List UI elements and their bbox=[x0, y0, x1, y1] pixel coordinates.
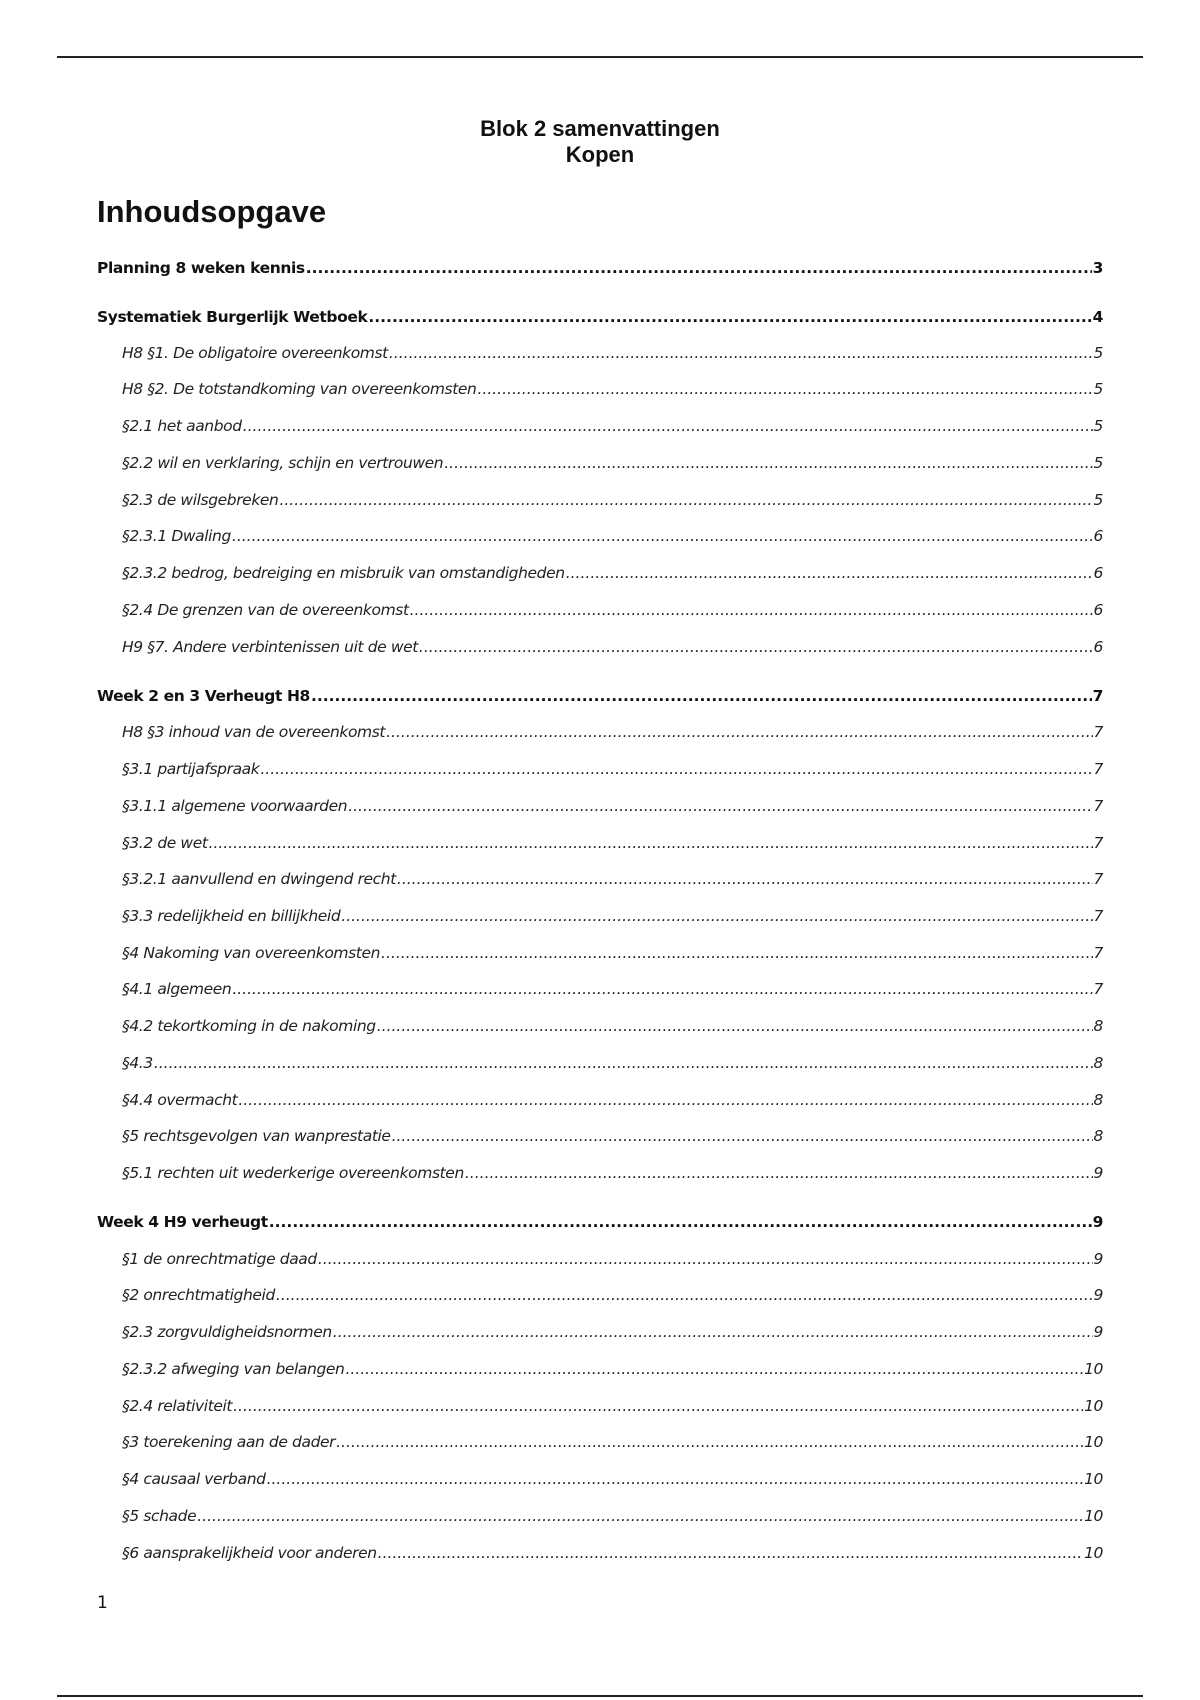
toc-entry-page: 6 bbox=[1093, 638, 1103, 656]
toc-entry[interactable] bbox=[122, 1088, 1103, 1112]
toc-entry-page: 10 bbox=[1084, 1544, 1103, 1562]
toc-dot-leader bbox=[197, 1504, 1083, 1528]
toc-entry-label: §3 toerekening aan de dader bbox=[122, 1433, 336, 1451]
toc-entry[interactable] bbox=[122, 1357, 1103, 1381]
toc-entry-label: §6 aansprakelijkheid voor anderen bbox=[122, 1544, 377, 1562]
toc-entry[interactable] bbox=[97, 684, 1103, 708]
toc-entry-page: 10 bbox=[1084, 1507, 1103, 1525]
toc-entry-label: §5 schade bbox=[122, 1507, 197, 1525]
toc-entry[interactable] bbox=[97, 1210, 1103, 1234]
toc-entry[interactable] bbox=[97, 305, 1103, 329]
toc-dot-leader bbox=[333, 1320, 1093, 1344]
toc-entry-label: Systematiek Burgerlijk Wetboek bbox=[97, 308, 368, 326]
header-rule bbox=[57, 56, 1143, 58]
toc-entry-page: 9 bbox=[1093, 1250, 1103, 1268]
toc-heading: Inhoudsopgave bbox=[97, 194, 327, 229]
toc-dot-leader bbox=[232, 524, 1093, 548]
toc-entry-page: 7 bbox=[1093, 870, 1103, 888]
toc-entry-label: §4.1 algemeen bbox=[122, 980, 232, 998]
toc-entry[interactable] bbox=[122, 561, 1103, 585]
toc-entry-label: §2.4 relativiteit bbox=[122, 1397, 233, 1415]
toc-dot-leader bbox=[392, 1124, 1093, 1148]
toc-entry-label: §2.3 de wilsgebreken bbox=[122, 491, 279, 509]
toc-entry[interactable] bbox=[122, 524, 1103, 548]
toc-entry-label: Week 4 H9 verheugt bbox=[97, 1213, 268, 1231]
toc-entry-label: §3.1.1 algemene voorwaarden bbox=[122, 797, 348, 815]
toc-entry-page: 7 bbox=[1092, 687, 1103, 705]
toc-entry[interactable] bbox=[122, 831, 1103, 855]
toc-dot-leader bbox=[238, 1088, 1092, 1112]
toc-dot-leader bbox=[232, 977, 1092, 1001]
toc-dot-leader bbox=[311, 684, 1092, 708]
toc-entry-label: H8 §3 inhoud van de overeenkomst bbox=[122, 723, 386, 741]
toc-entry-page: 6 bbox=[1093, 527, 1103, 545]
toc-entry[interactable] bbox=[122, 867, 1103, 891]
toc-entry[interactable] bbox=[122, 1161, 1103, 1185]
footer-rule bbox=[57, 1695, 1143, 1697]
toc-dot-leader bbox=[306, 256, 1092, 280]
toc-dot-leader bbox=[386, 720, 1092, 744]
toc-entry[interactable] bbox=[122, 451, 1103, 475]
toc-dot-leader bbox=[209, 831, 1093, 855]
toc-entry-page: 7 bbox=[1093, 834, 1103, 852]
toc-entry[interactable] bbox=[97, 256, 1103, 280]
toc-entry[interactable] bbox=[122, 1320, 1103, 1344]
toc-entry-label: §2.4 De grenzen van de overeenkomst bbox=[122, 601, 409, 619]
toc-entry-page: 7 bbox=[1093, 760, 1103, 778]
toc-entry[interactable] bbox=[122, 1014, 1103, 1038]
toc-dot-leader bbox=[341, 904, 1092, 928]
toc-entry-page: 8 bbox=[1093, 1091, 1103, 1109]
toc-entry[interactable] bbox=[122, 1247, 1103, 1271]
toc-entry-label: §4 Nakoming van overeenkomsten bbox=[122, 944, 381, 962]
toc-entry-label: §4.3 bbox=[122, 1054, 153, 1072]
toc-entry-page: 6 bbox=[1093, 601, 1103, 619]
toc-entry-page: 3 bbox=[1092, 259, 1103, 277]
toc-entry-label: Week 2 en 3 Verheugt H8 bbox=[97, 687, 310, 705]
toc-entry-label: §2.3.2 bedrog, bedreiging en misbruik van omstandigheden bbox=[122, 564, 565, 582]
toc-entry-label: H9 §7. Andere verbintenissen uit de wet bbox=[122, 638, 418, 656]
toc-entry-label: §4 causaal verband bbox=[122, 1470, 266, 1488]
toc-dot-leader bbox=[345, 1357, 1083, 1381]
toc-dot-leader bbox=[465, 1161, 1093, 1185]
toc-entry-page: 7 bbox=[1093, 907, 1103, 925]
toc-dot-leader bbox=[279, 488, 1092, 512]
toc-entry[interactable] bbox=[122, 941, 1103, 965]
toc-dot-leader bbox=[378, 1541, 1083, 1565]
toc-entry[interactable] bbox=[122, 720, 1103, 744]
toc-dot-leader bbox=[410, 598, 1093, 622]
toc-dot-leader bbox=[269, 1210, 1092, 1234]
toc-entry-page: 5 bbox=[1093, 417, 1103, 435]
toc-dot-leader bbox=[368, 305, 1091, 329]
toc-entry-page: 6 bbox=[1093, 564, 1103, 582]
toc-entry-page: 9 bbox=[1093, 1164, 1103, 1182]
toc-dot-leader bbox=[477, 377, 1092, 401]
toc-entry-label: §3.2.1 aanvullend en dwingend recht bbox=[122, 870, 396, 888]
toc-entry[interactable] bbox=[122, 1430, 1103, 1454]
toc-entry-page: 4 bbox=[1092, 308, 1103, 326]
toc-entry[interactable] bbox=[122, 1051, 1103, 1075]
toc-entry[interactable] bbox=[122, 757, 1103, 781]
toc-entry-label: §4.4 overmacht bbox=[122, 1091, 238, 1109]
toc-entry-label: §2.1 het aanbod bbox=[122, 417, 242, 435]
toc-entry-label: §2.3.2 afweging van belangen bbox=[122, 1360, 345, 1378]
toc-entry-page: 9 bbox=[1092, 1213, 1103, 1231]
page-number: 1 bbox=[97, 1593, 108, 1613]
toc-entry-label: §2.3.1 Dwaling bbox=[122, 527, 231, 545]
toc-dot-leader bbox=[566, 561, 1093, 585]
toc-entry-page: 7 bbox=[1093, 723, 1103, 741]
toc-entry[interactable] bbox=[122, 794, 1103, 818]
toc-entry-label: H8 §1. De obligatoire overeenkomst bbox=[122, 344, 388, 362]
toc-entry-page: 7 bbox=[1093, 944, 1103, 962]
toc-entry[interactable] bbox=[122, 1283, 1103, 1307]
toc-dot-leader bbox=[377, 1014, 1093, 1038]
toc-entry-page: 9 bbox=[1093, 1323, 1103, 1341]
toc-entry-label: §2 onrechtmatigheid bbox=[122, 1286, 275, 1304]
toc-dot-leader bbox=[233, 1394, 1083, 1418]
toc-entry-label: §3.1 partijafspraak bbox=[122, 760, 260, 778]
toc-dot-leader bbox=[276, 1283, 1093, 1307]
toc-entry-label: Planning 8 weken kennis bbox=[97, 259, 305, 277]
toc-dot-leader bbox=[318, 1247, 1093, 1271]
title-line-2: Kopen bbox=[565, 142, 635, 167]
toc-dot-leader bbox=[444, 451, 1092, 475]
toc-dot-leader bbox=[260, 757, 1092, 781]
toc-entry-page: 7 bbox=[1093, 980, 1103, 998]
toc-entry-page: 10 bbox=[1084, 1360, 1103, 1378]
toc-entry[interactable] bbox=[122, 904, 1103, 928]
toc-entry-label: H8 §2. De totstandkoming van overeenkomsten bbox=[122, 380, 477, 398]
toc-entry[interactable] bbox=[122, 414, 1103, 438]
toc-entry-page: 9 bbox=[1093, 1286, 1103, 1304]
toc-entry-page: 8 bbox=[1093, 1054, 1103, 1072]
toc-entry-page: 5 bbox=[1093, 491, 1103, 509]
toc-entry-label: §2.2 wil en verklaring, schijn en vertrouwen bbox=[122, 454, 444, 472]
toc-dot-leader bbox=[381, 941, 1092, 965]
toc-entry-page: 8 bbox=[1093, 1017, 1103, 1035]
toc-dot-leader bbox=[336, 1430, 1083, 1454]
toc-entry-page: 8 bbox=[1093, 1127, 1103, 1145]
toc-entry[interactable] bbox=[122, 635, 1103, 659]
toc-entry-label: §2.3 zorgvuldigheidsnormen bbox=[122, 1323, 332, 1341]
toc-dot-leader bbox=[389, 341, 1093, 365]
toc-entry-page: 10 bbox=[1084, 1433, 1103, 1451]
toc-entry-page: 5 bbox=[1093, 454, 1103, 472]
toc-entry-page: 5 bbox=[1093, 380, 1103, 398]
toc-entry[interactable] bbox=[122, 1124, 1103, 1148]
toc-entry[interactable] bbox=[122, 598, 1103, 622]
toc-dot-leader bbox=[267, 1467, 1083, 1491]
toc-entry-label: §5.1 rechten uit wederkerige overeenkomsten bbox=[122, 1164, 464, 1182]
toc-dot-leader bbox=[397, 867, 1093, 891]
toc-entry[interactable] bbox=[122, 977, 1103, 1001]
toc-dot-leader bbox=[419, 635, 1093, 659]
toc-entry-page: 5 bbox=[1093, 344, 1103, 362]
toc-entry[interactable] bbox=[122, 488, 1103, 512]
toc-entry-page: 10 bbox=[1084, 1470, 1103, 1488]
toc-entry-label: §4.2 tekortkoming in de nakoming bbox=[122, 1017, 376, 1035]
toc-entry[interactable] bbox=[122, 377, 1103, 401]
toc-entry-label: §1 de onrechtmatige daad bbox=[122, 1250, 317, 1268]
toc-entry[interactable] bbox=[122, 1394, 1103, 1418]
toc-dot-leader bbox=[154, 1051, 1093, 1075]
toc-dot-leader bbox=[348, 794, 1092, 818]
toc-entry[interactable] bbox=[122, 1541, 1103, 1565]
toc-entry-label: §5 rechtsgevolgen van wanprestatie bbox=[122, 1127, 391, 1145]
toc-entry-page: 7 bbox=[1093, 797, 1103, 815]
document-title bbox=[0, 116, 1200, 168]
toc-entry-page: 10 bbox=[1084, 1397, 1103, 1415]
title-line-1: Blok 2 samenvattingen bbox=[480, 116, 720, 141]
toc-entry-label: §3.2 de wet bbox=[122, 834, 208, 852]
toc-entry-label: §3.3 redelijkheid en billijkheid bbox=[122, 907, 341, 925]
toc-entry[interactable] bbox=[122, 1467, 1103, 1491]
toc-dot-leader bbox=[243, 414, 1093, 438]
toc-entry[interactable] bbox=[122, 341, 1103, 365]
toc-entry[interactable] bbox=[122, 1504, 1103, 1528]
